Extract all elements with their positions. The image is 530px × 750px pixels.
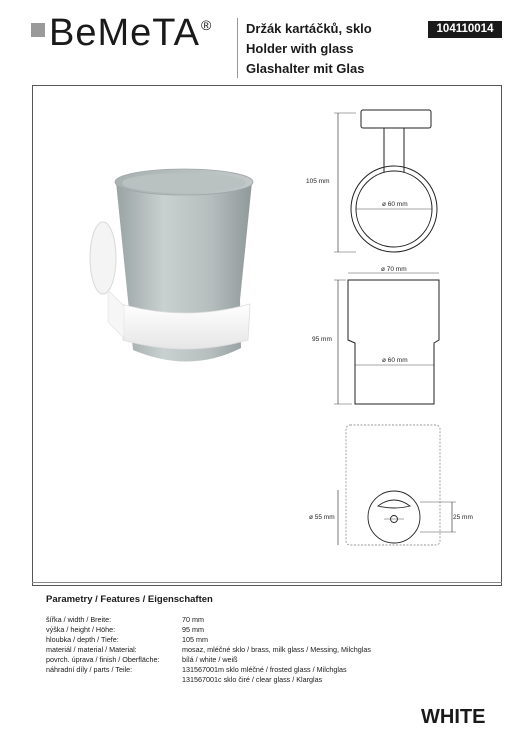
finish-color-label: WHITE xyxy=(421,706,486,728)
wall-mount-disc xyxy=(90,222,116,294)
dim-label-95: 95 mm xyxy=(312,336,332,343)
product-code: 104110014 xyxy=(428,21,502,38)
param-label: náhradní díly / parts / Teile: xyxy=(46,665,133,674)
param-value: 131567001c sklo čiré / clear glass / Klarglas xyxy=(182,675,323,684)
dim-label-105: 105 mm xyxy=(306,178,330,185)
wall-plate xyxy=(361,110,431,128)
param-value: 105 mm xyxy=(182,635,208,644)
brand-logo-text: BeMeTA xyxy=(49,12,201,54)
params-separator xyxy=(32,582,502,583)
param-label: povrch. úprava / finish / Oberfläche: xyxy=(46,655,160,664)
mount-clip xyxy=(378,500,410,508)
holder-arm xyxy=(108,290,124,338)
param-label: výška / height / Höhe: xyxy=(46,625,116,634)
dim-label-dia60-glass: ø 60 mm xyxy=(382,357,408,364)
title-german: Glashalter mit Glas xyxy=(246,61,365,76)
glass-rim-inner xyxy=(122,173,246,193)
glass-front-drawing xyxy=(334,273,439,404)
mount-disc xyxy=(368,491,420,543)
mount-ghost-outline xyxy=(346,425,440,545)
param-value: 70 mm xyxy=(182,615,204,624)
dim-label-dia55: ø 55 mm xyxy=(309,514,335,521)
param-label: šířka / width / Breite: xyxy=(46,615,112,624)
param-value: 131567001m sklo mléčné / frosted glass / Milchglas xyxy=(182,665,347,674)
dim-label-25: 25 mm xyxy=(453,514,473,521)
params-heading: Parametry / Features / Eigenschaften xyxy=(46,594,213,605)
glass-outline xyxy=(348,280,439,404)
support-arm xyxy=(384,128,404,172)
side-view-drawing xyxy=(334,110,437,252)
param-label: materiál / material / Material: xyxy=(46,645,137,654)
product-image xyxy=(90,169,253,362)
dim-label-dia70: ø 70 mm xyxy=(381,266,407,273)
dim-label-dia60-side: ø 60 mm xyxy=(382,201,408,208)
param-value: bílá / white / weiß xyxy=(182,655,238,664)
title-czech: Držák kartáčků, sklo xyxy=(246,21,372,36)
registered-mark: ® xyxy=(201,17,213,33)
param-label: hloubka / depth / Tiefe: xyxy=(46,635,119,644)
title-english: Holder with glass xyxy=(246,41,354,56)
param-value: mosaz, mléčné sklo / brass, milk glass / Messing, Milchglas xyxy=(182,645,371,654)
param-value: 95 mm xyxy=(182,625,204,634)
mount-top-drawing xyxy=(338,425,456,545)
